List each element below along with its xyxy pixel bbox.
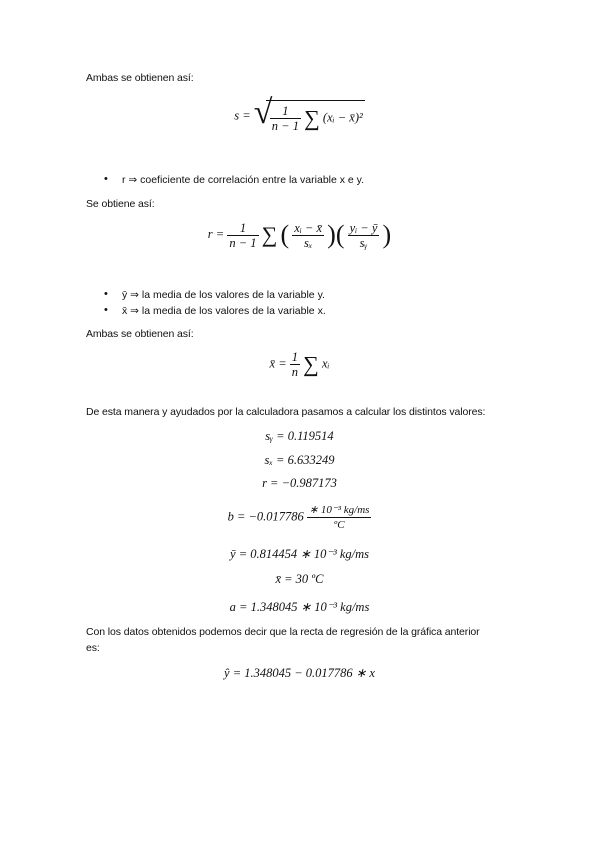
- result-sy: sᵧ = 0.119514: [265, 429, 334, 443]
- right-paren-icon: ): [382, 220, 392, 249]
- fraction-denominator: sₓ: [303, 235, 313, 250]
- fraction-numerator: yᵢ − ȳ: [349, 220, 378, 235]
- formula-s-body: (xᵢ − x̄)²: [322, 110, 363, 125]
- fraction-numerator: 1: [270, 104, 301, 119]
- fraction-denominator: sᵧ: [359, 235, 368, 250]
- formula-r-fraction: [227, 221, 258, 250]
- result-ybar: ȳ = 0.814454 ∗ 10⁻³ kg/ms: [230, 547, 369, 561]
- fraction-numerator: xᵢ − x̄: [294, 220, 323, 235]
- result-r: r = −0.987173: [262, 476, 337, 490]
- fraction-numerator: 1: [291, 350, 298, 364]
- sqrt-sign-icon: √: [253, 94, 273, 131]
- summation-icon: ∑: [261, 222, 278, 247]
- result-b: [0, 503, 599, 532]
- formula-std-dev: [0, 94, 599, 133]
- paragraph-conclusion-line2: es:: [86, 642, 100, 654]
- result-b-lhs: b = −0.017786: [227, 509, 304, 524]
- paragraph-conclusion-line1: Con los datos obtenidos podemos decir que la recta de regresión de la gráfica anterior: [86, 626, 480, 638]
- fraction-denominator: n − 1: [271, 119, 299, 133]
- left-paren-icon: (: [335, 220, 345, 249]
- bullet-item-r: r ⇒ coeficiente de correlación entre la variable x e y.: [122, 174, 365, 186]
- fraction-numerator: 1: [227, 221, 258, 236]
- result-xbar: x̄ = 30 ºC: [275, 572, 324, 586]
- paragraph-intro-mean: Ambas se obtienen así:: [86, 328, 194, 340]
- summation-icon: ∑: [303, 351, 319, 377]
- summation-icon: ∑: [304, 105, 320, 131]
- paragraph-obtiene: Se obtiene así:: [86, 198, 155, 210]
- result-sx: sₓ = 6.633249: [264, 453, 335, 467]
- formula-r-lhs: r =: [207, 226, 225, 241]
- bullet-icon: •: [104, 304, 108, 316]
- bullet-icon: •: [104, 288, 108, 300]
- sqrt-radical: [253, 94, 365, 133]
- paragraph-calculation: De esta manera y ayudados por la calculadora pasamos a calcular los distintos valores:: [86, 406, 486, 418]
- formula-xbar-fraction: [290, 350, 300, 379]
- result-b-fraction: [307, 503, 371, 532]
- fraction-denominator: ºC: [333, 519, 345, 531]
- formula-s-fraction: [270, 104, 301, 133]
- regression-equation: ŷ = 1.348045 − 0.017786 ∗ x: [224, 666, 375, 680]
- formula-mean: [0, 350, 599, 379]
- formula-s-lhs: s =: [234, 108, 251, 123]
- fraction-denominator: n − 1: [229, 235, 257, 250]
- bullet-icon: •: [104, 173, 108, 185]
- formula-r-factor-x: [292, 221, 324, 250]
- formula-xbar-body: xᵢ: [321, 356, 330, 371]
- formula-r-factor-y: [348, 221, 380, 250]
- paragraph-intro-std: Ambas se obtienen así:: [86, 72, 194, 84]
- right-paren-icon: ): [327, 220, 336, 249]
- result-a: a = 1.348045 ∗ 10⁻³ kg/ms: [229, 600, 370, 614]
- formula-correlation: [0, 220, 599, 250]
- formula-xbar-lhs: x̄ =: [269, 356, 287, 371]
- fraction-denominator: n: [291, 365, 298, 379]
- bullet-item-ybar: ȳ ⇒ la media de los valores de la variable y.: [122, 289, 325, 301]
- fraction-numerator: ∗ 10⁻³ kg/ms: [308, 504, 370, 516]
- bullet-item-xbar: x̄ ⇒ la media de los valores de la variable x.: [122, 305, 326, 317]
- left-paren-icon: (: [280, 220, 290, 249]
